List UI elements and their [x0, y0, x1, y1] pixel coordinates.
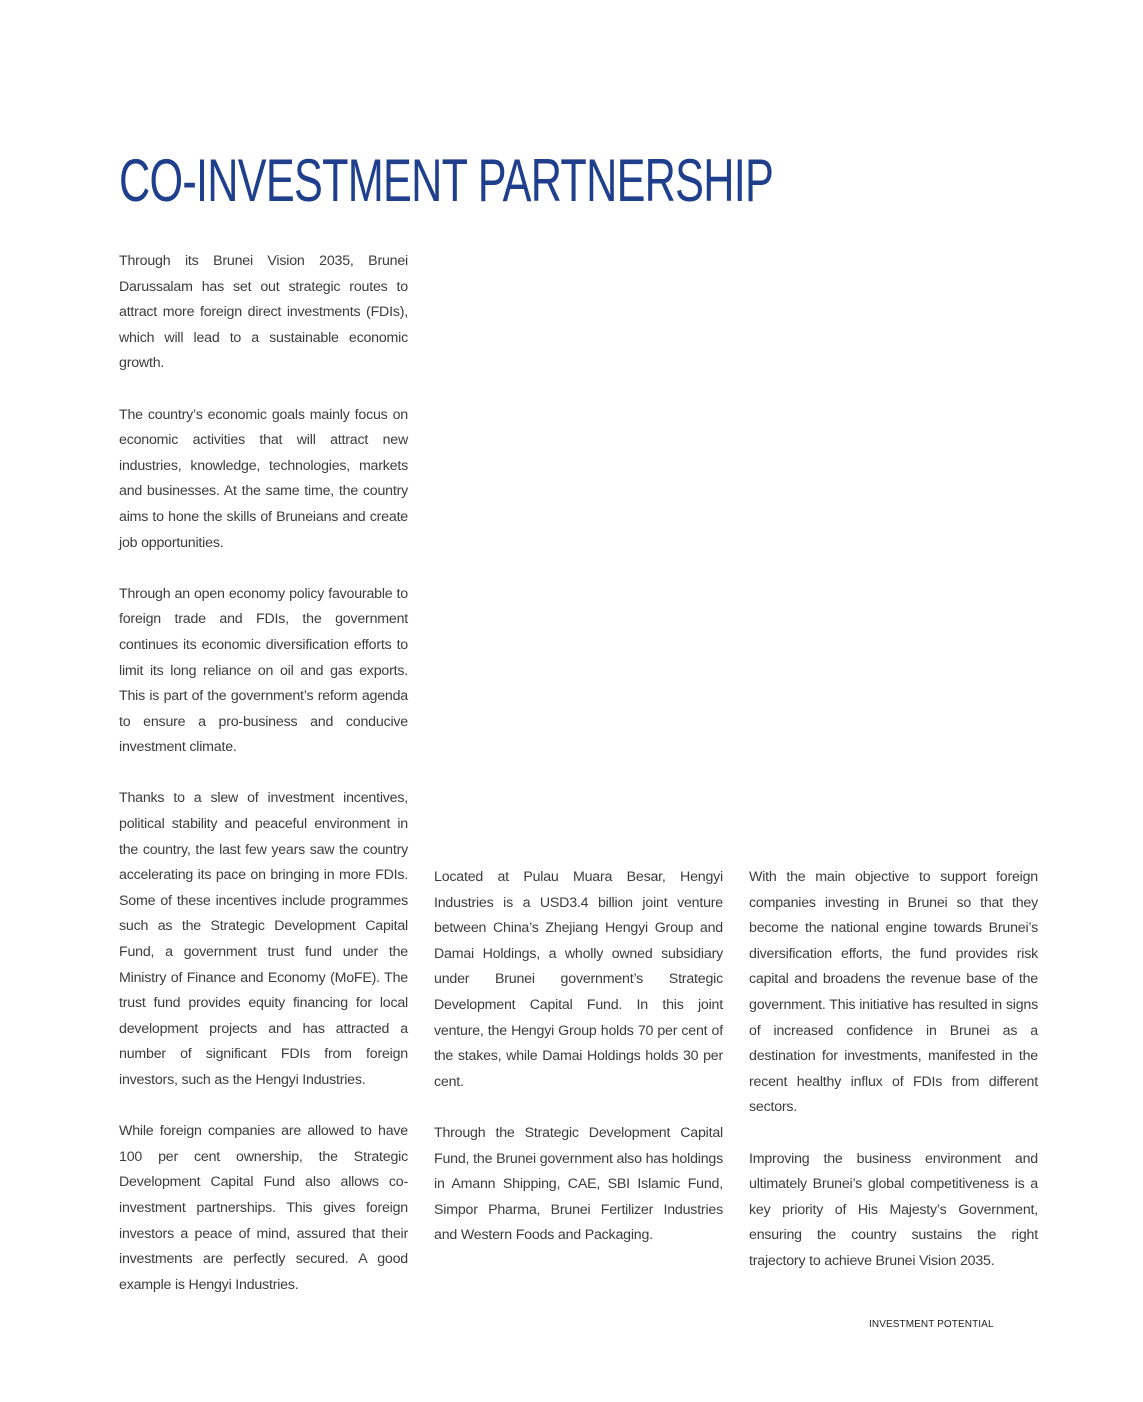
paragraph: Thanks to a slew of investment incentives, political stability and peaceful environment in the country, the last few years saw the country accelerating its pace on bringing in more FDIs. Some of these incentives include programmes such as the Strategic Development Capital Fund, a government trust fund under the Ministry of Finance and Economy (MoFE). The trust fund provides equity financing for local development projects and has attracted a number of significant FDIs from foreign investors, such as the Hengyi Industries.	[119, 790, 408, 1088]
paragraph: Through the Strategic Development Capital Fund, the Brunei government also has holdings in Amann Shipping, CAE, SBI Islamic Fund, Simpor Pharma, Brunei Fertilizer Industries and Western Foods and Packaging.	[434, 1124, 723, 1244]
left-text-column	[119, 249, 408, 1298]
right-text-column	[749, 865, 1038, 1275]
paragraph: Located at Pulau Muara Besar, Hengyi Industries is a USD3.4 billion joint venture between China’s Zhejiang Hengyi Group and Damai Holdings, a wholly owned subsidiary under Brunei government’s Strategic Development Capital Fund. In this joint venture, the Hengyi Group holds 70 per cent of the stakes, while Damai Holdings holds 30 per cent.	[434, 869, 723, 1090]
paragraph: While foreign companies are allowed to have 100 per cent ownership, the Strategic Development Capital Fund also allows co-investment partnerships. This gives foreign investors a peace of mind, assured that their investments are perfectly secured. A good example is Hengyi Industries.	[119, 1123, 408, 1293]
middle-text-column	[434, 865, 723, 1249]
paragraph: Through an open economy policy favourable to foreign trade and FDIs, the government continues its economic diversification efforts to limit its long reliance on oil and gas exports. This is part of the government’s reform agenda to ensure a pro-business and conducive investment climate.	[119, 585, 408, 756]
page-title: CO-INVESTMENT PARTNERSHIP	[119, 147, 774, 214]
paragraph: Through its Brunei Vision 2035, Brunei Darussalam has set out strategic routes to attract more foreign direct investments (FDIs), which will lead to a sustainable economic growth.	[119, 253, 408, 372]
section-footer-label: INVESTMENT POTENTIAL	[869, 1319, 994, 1330]
paragraph: The country’s economic goals mainly focus on economic activities that will attract new industries, knowledge, technologies, markets and businesses. At the same time, the country aims to hone the skills of Bruneians and create job opportunities.	[119, 406, 408, 551]
paragraph: Improving the business environment and ultimately Brunei’s global competitiveness is a key priority of His Majesty’s Government, ensuring the country sustains the right trajectory to achieve Brunei Vision 2035.	[749, 1150, 1038, 1269]
paragraph: With the main objective to support foreign companies investing in Brunei so that they become the national engine towards Brunei’s diversification efforts, the fund provides risk capital and broadens the revenue base of the government. This initiative has resulted in signs of increased confidence in Brunei as a destination for investments, manifested in the recent healthy influx of FDIs from different sectors.	[749, 869, 1038, 1116]
